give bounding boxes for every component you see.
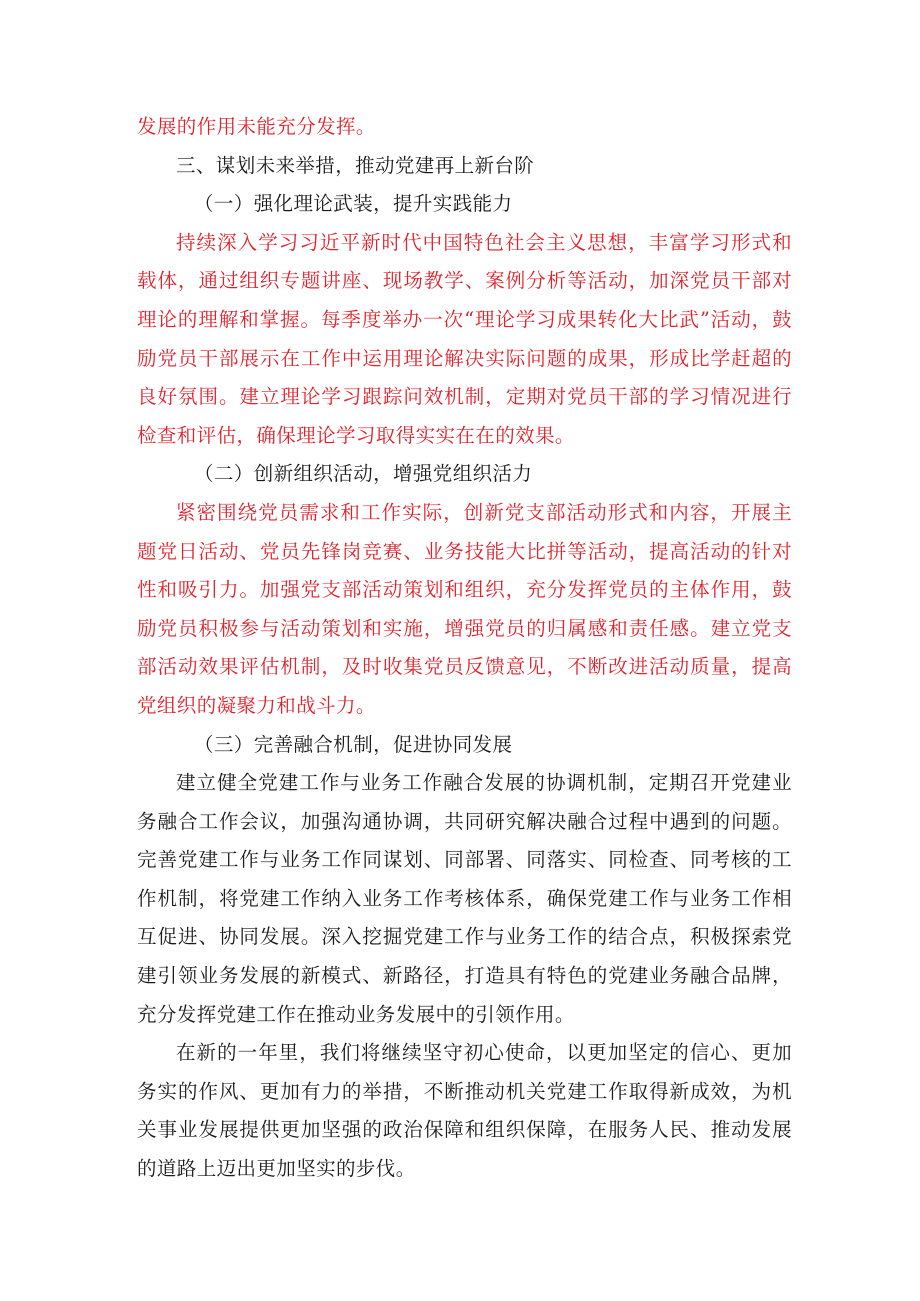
subsection-body-2: 紧密围绕党员需求和工作实际，创新党支部活动形式和内容，开展主题党日活动、党员先锋岗竞赛、业务技能大比拼等活动，提高活动的针对性和吸引力。加强党支部活动策划和组织，充分发挥党员的主体作用，鼓励党员积极参与活动策划和实施，增强党员的归属感和责任感。建立党支部活动效果评估机制，及时收集党员反馈意见，不断改进活动质量，提高党组织的凝聚力和战斗力。 xyxy=(137,500,792,717)
subsection-body-3: 建立健全党建工作与业务工作融合发展的协调机制，定期召开党建业务融合工作会议，加强沟通协调，共同研究解决融合过程中遇到的问题。完善党建工作与业务工作同谋划、同部署、同落实、同检查、同考核的工作机制，将党建工作纳入业务工作考核体系，确保党建工作与业务工作相互促进、协同发展。深入挖掘党建工作与业务工作的结合点，积极探索党建引领业务发展的新模式、新路径，打造具有特色的党建业务融合品牌，充分发挥党建工作在推动业务发展中的引领作用。 xyxy=(137,771,792,1026)
subsection-body-1: 持续深入学习习近平新时代中国特色社会主义思想，丰富学习形式和载体，通过组织专题讲座、现场教学、案例分析等活动，加深党员干部对理论的理解和掌握。每季度举办一次“理论学习成果转化大比武”活动，鼓励党员干部展示在工作中运用理论解决实际问题的成果，形成比学赶超的良好氛围。建立理论学习跟踪问效机制，定期对党员干部的学习情况进行检查和评估，确保理论学习取得实实在在的效果。 xyxy=(137,230,792,447)
continuation-paragraph: 发展的作用未能充分发挥。 xyxy=(137,115,376,138)
subsection-heading-3: （三）完善融合机制，促进协同发展 xyxy=(194,732,513,756)
subsection-heading-1: （一）强化理论武装，提升实践能力 xyxy=(194,192,513,216)
closing-paragraph: 在新的一年里，我们将继续坚守初心使命，以更加坚定的信心、更加务实的作风、更加有力的举措，不断推动机关党建工作取得新成效，为机关事业发展提供更加坚强的政治保障和组织保障，在服务人民、推动发展的道路上迈出更加坚实的步伐。 xyxy=(137,1041,792,1181)
document-page xyxy=(137,108,792,1189)
section-title: 三、谋划未来举措，推动党建再上新台阶 xyxy=(176,153,535,177)
subsection-heading-2: （二）创新组织活动，增强党组织活力 xyxy=(194,462,533,486)
